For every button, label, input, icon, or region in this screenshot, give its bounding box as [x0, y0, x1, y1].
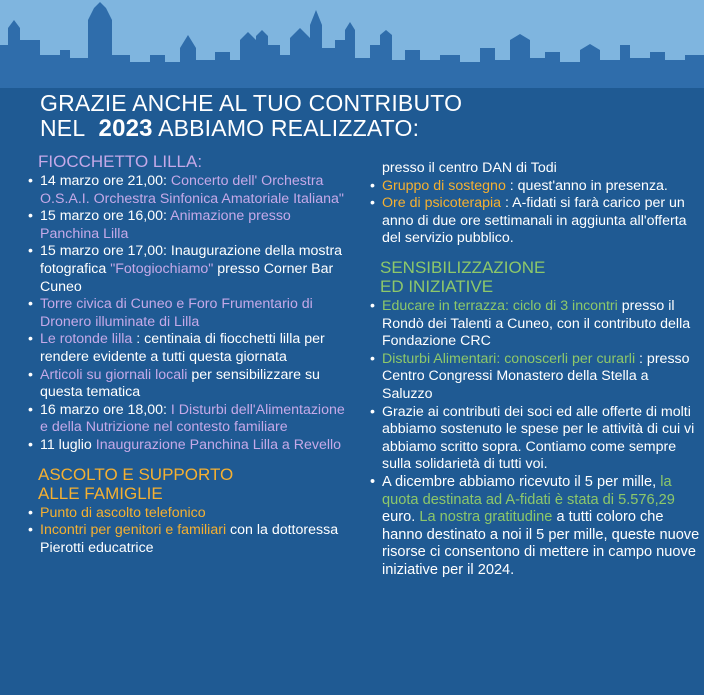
list-item	[28, 173, 348, 208]
item-date: 14 marzo ore 21,00:	[40, 173, 171, 189]
list-item	[28, 505, 348, 523]
item-text: Animazione presso Panchina Lilla	[40, 208, 291, 242]
section-title-line: SENSIBILIZZAZIONE	[380, 257, 546, 277]
item-text: con la dottoressa Pierotti educatrice	[40, 522, 339, 556]
item-text: la quota destinata ad A-fidati è stata di 5.576,29	[382, 473, 675, 508]
item-date: 16 marzo ore 18,00:	[40, 401, 171, 418]
item-text: : presso Centro Congressi Monastero della Stella a Saluzzo	[382, 350, 690, 402]
item-text: La nostra gratitudine	[419, 509, 553, 526]
headline-prefix: NEL	[40, 115, 86, 141]
list-item	[28, 243, 348, 296]
fiocchetto-list	[28, 173, 348, 455]
item-text: Ore di psicoterapia	[382, 195, 502, 212]
item-text: Articoli su giornali locali	[40, 366, 188, 383]
item-text: Concerto dell' Orchestra O.S.A.I. Orchestra Sinfonica Amatoriale Italiana"	[40, 173, 344, 207]
list-item	[28, 437, 348, 455]
item-text: : centinaia di fiocchetti lilla per rendere evidente a tutti questa giornata	[40, 331, 325, 365]
headline-line1: GRAZIE ANCHE AL TUO CONTRIBUTO	[40, 90, 463, 116]
list-item	[370, 178, 700, 196]
section-title-fiocchetto: FIOCCHETTO LILLA:	[38, 152, 203, 171]
ascolto-list	[28, 505, 348, 558]
city-skyline-illustration	[0, 0, 704, 95]
item-text: Torre civica di Cuneo e Foro Frumentario di Dronero illuminate di Lilla	[40, 296, 313, 330]
item-date: 11 luglio	[40, 436, 96, 453]
left-column	[28, 152, 348, 557]
list-item	[28, 402, 348, 437]
list-item	[28, 367, 348, 402]
section-title-line: ED INIZIATIVE	[380, 276, 494, 296]
item-text: A dicembre abbiamo ricevuto il 5 per mille,	[382, 473, 661, 490]
item-text: presso il Rondò dei Talenti a Cuneo, con il contributo della Fondazione CRC	[382, 297, 691, 350]
headline-suffix: ABBIAMO REALIZZATO:	[158, 115, 420, 141]
list-item	[370, 351, 700, 404]
item-date: 15 marzo ore 16,00:	[40, 208, 171, 225]
list-item	[370, 195, 700, 248]
item-text: Gruppo di sostegno	[382, 177, 506, 194]
right-column	[370, 160, 700, 579]
item-text: Educare in terrazza: ciclo di 3 incontri	[382, 297, 618, 314]
item-text: Disturbi Alimentari: conoscerli per curarli	[382, 350, 636, 367]
list-item	[370, 404, 700, 474]
item-text: "Fotogiochiamo"	[110, 260, 214, 277]
list-item	[28, 296, 348, 331]
item-text: : quest'anno in presenza.	[505, 177, 668, 194]
section-title-ascolto	[38, 465, 348, 503]
ascolto-list-continued	[370, 178, 700, 248]
section-title-line: ALLE FAMIGLIE	[38, 483, 163, 503]
list-item	[370, 474, 700, 580]
section-title-line: ASCOLTO E SUPPORTO	[38, 464, 234, 484]
item-text: Le rotonde lilla	[40, 331, 133, 348]
sensibilizzazione-list	[370, 298, 700, 580]
headline-year: 2023	[98, 115, 153, 142]
list-item	[370, 298, 700, 351]
item-text: Incontri per genitori e familiari	[40, 522, 227, 539]
headline-line2	[40, 116, 462, 141]
section-title-sensibilizzazione	[380, 258, 700, 296]
item-text: per sensibilizzare su questa tematica	[40, 366, 320, 401]
item-text: Inaugurazione Panchina Lilla a Revello	[95, 436, 342, 453]
continued-text: presso il centro DAN di Todi	[382, 160, 557, 176]
item-text: euro.	[382, 509, 420, 526]
headline	[40, 91, 462, 141]
item-text: Punto di ascolto telefonico	[40, 504, 206, 521]
item-text: Grazie ai contributi dei soci ed alle offerte di molti abbiamo sostenuto le spese per le attività di cui vi abbiamo scritto sopra. Contiamo come sempre sulla solidarietà di tutti voi.	[382, 403, 695, 473]
item-text: I Disturbi dell'Alimentazione e della Nutrizione nel contesto familiare	[40, 401, 345, 436]
item-text: a tutti coloro che hanno destinato a noi il 5 per mille, queste nuove risorse ci consentono di mettere in campo nuove iniziative per il 2024.	[382, 509, 700, 578]
item-text: presso Corner Bar Cuneo	[40, 260, 334, 295]
list-item	[28, 522, 348, 557]
item-date: 15 marzo ore 17,00: Inaugurazione della mostra fotografica	[40, 243, 343, 277]
list-item	[28, 208, 348, 243]
list-item	[28, 331, 348, 366]
item-text: : A-fidati si farà carico per un anno di due ore settimanali in aggiunta all'offerta del servizio pubblico.	[382, 195, 687, 247]
